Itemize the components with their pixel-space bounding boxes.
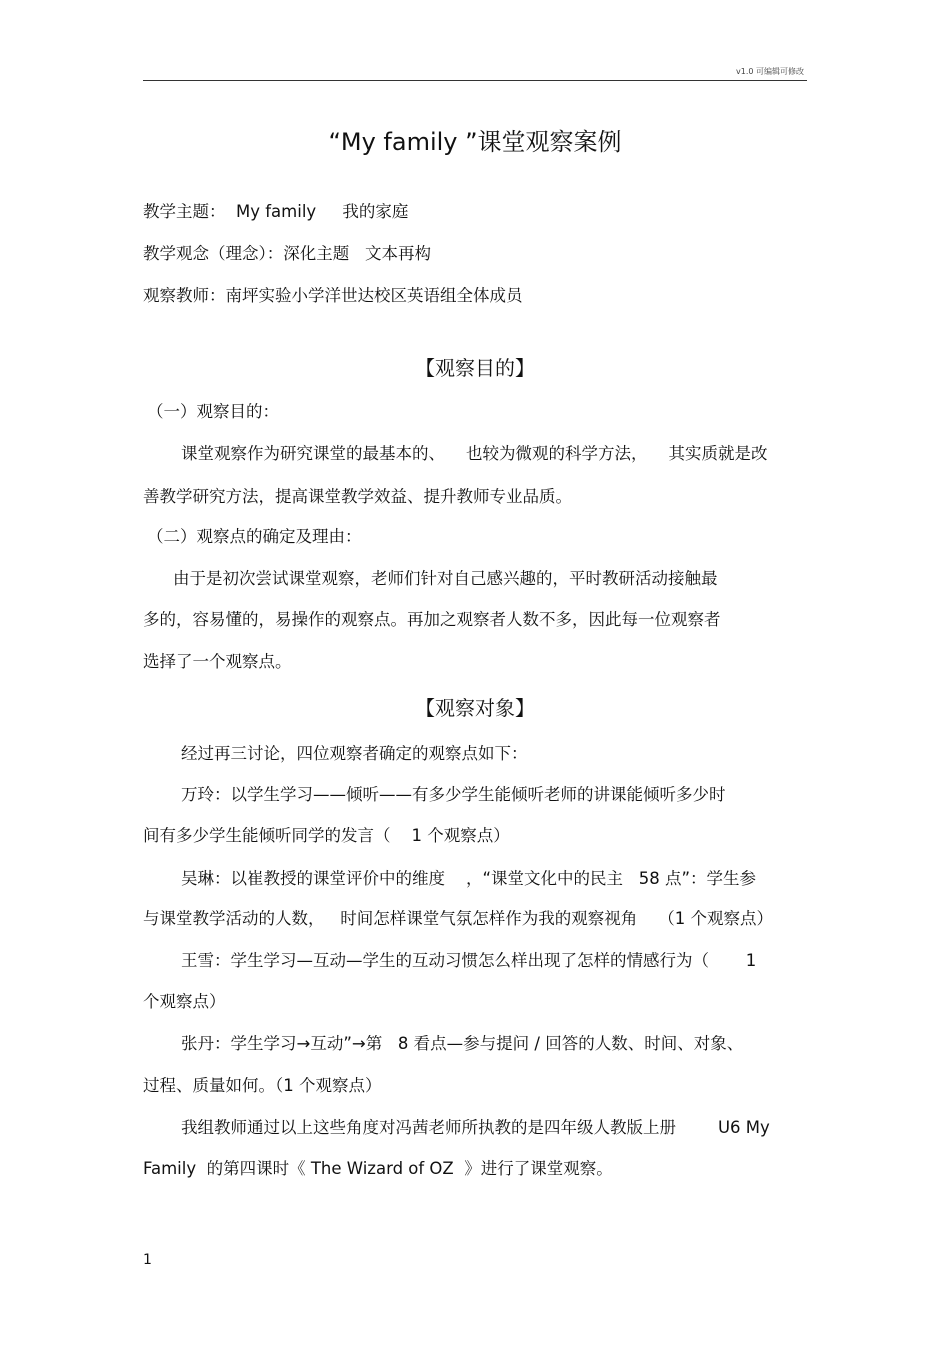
paragraph-reason-line: 选择了一个观察点。 — [143, 652, 292, 671]
paragraph-reason-line: 多的，容易懂的，易操作的观察点。再加之观察者人数不多，因此每一位观察者 — [143, 610, 721, 629]
observer-wan-line: 间有多少学生能倾听同学的发言（ 1 个观察点） — [143, 826, 510, 845]
closing-paragraph-line: Family 的第四课时《 The Wizard of OZ 》进行了课堂观察。 — [143, 1159, 613, 1178]
subjects-intro: 经过再三讨论，四位观察者确定的观察点如下： — [181, 744, 528, 763]
subheading-observation-points: （二）观察点的确定及理由： — [147, 527, 362, 546]
observer-zhang-line: 过程、质量如何。（1 个观察点） — [143, 1076, 382, 1095]
meta-teaching-topic: 教学主题： My family 我的家庭 — [143, 202, 409, 221]
section-heading-subjects: 【观察对象】 — [415, 696, 535, 720]
observer-zhang-line: 张丹：学生学习→互动”→第 8 看点—参与提问 / 回答的人数、时间、对象、 — [181, 1034, 744, 1053]
observer-wang-line: 个观察点） — [143, 992, 226, 1011]
observer-wang-line: 王雪：学生学习—互动—学生的互动习惯怎么样出现了怎样的情感行为（ 1 — [181, 951, 757, 970]
paragraph-purpose-line: 善教学研究方法，提高课堂教学效益、提升教师专业品质。 — [143, 487, 572, 506]
document-title: “My family ”课堂观察案例 — [328, 128, 622, 156]
subheading-purpose: （一）观察目的： — [147, 402, 279, 421]
page-number: 1 — [143, 1252, 152, 1268]
meta-observers: 观察教师：南坪实验小学洋世达校区英语组全体成员 — [143, 286, 523, 305]
header-rule — [143, 80, 807, 81]
section-heading-purpose: 【观察目的】 — [415, 356, 535, 380]
paragraph-reason-line: 由于是初次尝试课堂观察，老师们针对自己感兴趣的，平时教研活动接触最 — [173, 569, 718, 588]
observer-wu-line: 与课堂教学活动的人数， 时间怎样课堂气氛怎样作为我的观察视角 （1 个观察点） — [143, 909, 773, 928]
meta-teaching-concept: 教学观念（理念）：深化主题 文本再构 — [143, 244, 431, 263]
closing-paragraph-line: 我组教师通过以上这些角度对冯茜老师所执教的是四年级人教版上册 U6 My — [181, 1118, 770, 1137]
observer-wan-line: 万玲：以学生学习——倾听——有多少学生能倾听老师的讲课能倾听多少时 — [181, 785, 726, 804]
header-version-note: v1.0 可编辑可修改 — [736, 67, 804, 76]
paragraph-purpose-line: 课堂观察作为研究课堂的最基本的、 也较为微观的科学方法， 其实质就是改 — [181, 444, 768, 463]
observer-wu-line: 吴琳：以崔教授的课堂评价中的维度 ，“课堂文化中的民主 58 点”：学生参 — [181, 869, 757, 888]
